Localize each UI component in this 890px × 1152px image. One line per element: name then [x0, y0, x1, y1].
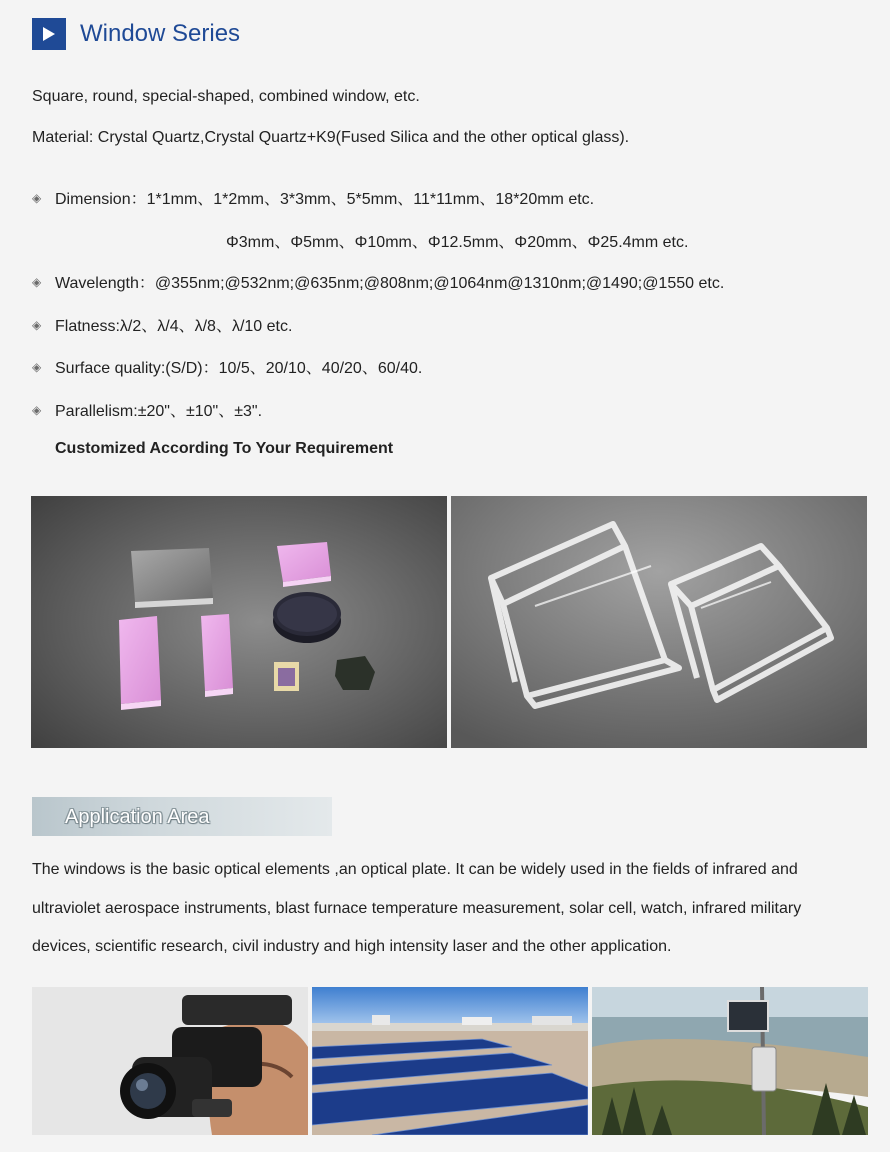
spec-wavelength-text: Wavelength：@355nm;@532nm;@635nm;@808nm;@1064nm@1310nm;@1490;@1550 etc.: [55, 275, 725, 292]
spec-dimension: [32, 186, 594, 209]
application-text-line-2: ultraviolet aerospace instruments, blast furnace temperature measurement, solar cell, watch, infrared military: [32, 900, 802, 917]
spec-surface-text: Surface quality:(S/D)：10/5、20/10、40/20、60/40.: [55, 360, 423, 377]
spec-flatness: [32, 313, 292, 336]
application-text-line-3: devices, scientific research, civil industry and high intensity laser and the other application.: [32, 938, 672, 955]
play-icon: [32, 18, 66, 50]
spec-wavelength: [32, 270, 724, 293]
diamond-bullet-icon: ◈: [32, 274, 42, 289]
application-photo-night-vision: [32, 987, 308, 1135]
spec-dimension-text: Dimension：1*1mm、1*2mm、3*3mm、5*5mm、11*11mm、18*20mm etc.: [55, 191, 595, 208]
diamond-bullet-icon: ◈: [32, 317, 42, 332]
diamond-bullet-icon: ◈: [32, 359, 42, 374]
section-header: [32, 18, 240, 50]
intro-shapes: Square, round, special-shaped, combined window, etc.: [32, 88, 420, 105]
application-area-title: Application Area: [65, 806, 210, 828]
spec-flatness-text: Flatness:λ/2、λ/4、λ/8、λ/10 etc.: [55, 318, 293, 335]
application-text-line-1: The windows is the basic optical elements ,an optical plate. It can be widely used in the fields of infrared and: [32, 861, 798, 878]
spec-surface: [32, 355, 422, 378]
spec-parallelism: [32, 398, 262, 421]
application-photo-solar-panels: [312, 987, 588, 1135]
application-photo-sensor-landscape: [592, 987, 868, 1135]
customized-note: Customized According To Your Requirement: [55, 440, 394, 457]
diamond-bullet-icon: ◈: [32, 402, 42, 417]
product-photo-windows: [31, 496, 447, 748]
spec-dimension-round: Φ3mm、Φ5mm、Φ10mm、Φ12.5mm、Φ20mm、Φ25.4mm etc.: [226, 234, 689, 251]
product-photo-cubes: [451, 496, 867, 748]
spec-parallelism-text: Parallelism:±20"、±10"、±3".: [55, 403, 263, 420]
diamond-bullet-icon: ◈: [32, 190, 42, 205]
intro-material: Material: Crystal Quartz,Crystal Quartz+K9(Fused Silica and the other optical glass).: [32, 129, 630, 146]
page-title: Window Series: [80, 20, 241, 47]
application-area-banner: [32, 797, 332, 836]
